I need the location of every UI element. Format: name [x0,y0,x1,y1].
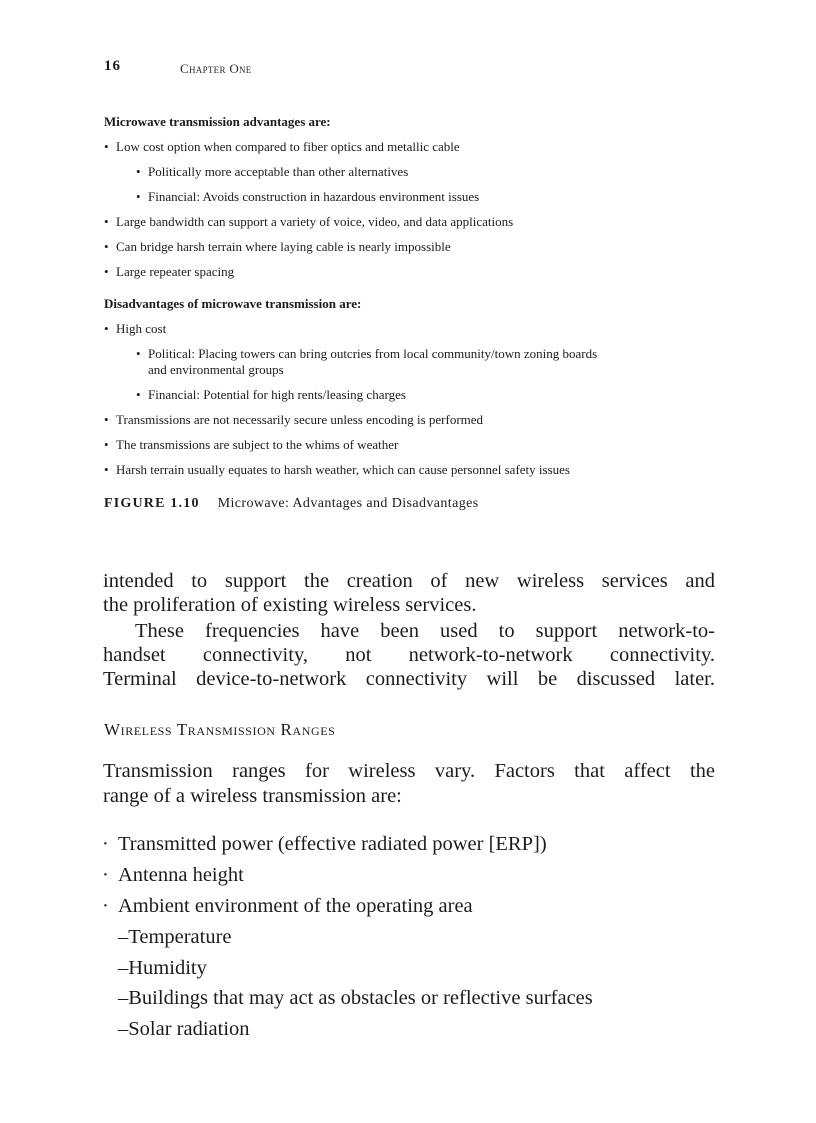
list-item: · Ambient environment of the operating area [102,895,473,917]
list-item: • Low cost option when compared to fiber optics and metallic cable [104,139,460,154]
list-item: –Buildings that may act as obstacles or reflective surfaces [118,987,593,1009]
paragraph-line: the proliferation of existing wireless services. [103,594,477,616]
list-item: • Transmissions are not necessarily secure unless encoding is performed [104,412,484,427]
paragraph-line: range of a wireless transmission are: [103,785,402,807]
list-item: –Humidity [118,957,207,979]
disadvantages-heading: Disadvantages of microwave transmission are: [104,296,362,311]
figure-caption [104,496,479,512]
list-item: • The transmissions are subject to the whims of weather [104,437,399,452]
paragraph-line: Transmission ranges for wireless vary. Factors that affect the [103,760,715,782]
list-item: • Large bandwidth can support a variety of voice, video, and data applications [104,214,514,229]
list-item: • Financial: Potential for high rents/leasing charges [136,387,406,402]
list-item: • Financial: Avoids construction in hazardous environment issues [136,189,480,204]
list-item: • Can bridge harsh terrain where laying cable is nearly impossible [104,239,451,254]
list-item: · Transmitted power (effective radiated power [ERP]) [102,833,547,855]
list-item-continuation: and environmental groups [148,362,284,377]
running-header [104,58,724,82]
list-item: –Temperature [118,926,232,948]
paragraph-line: intended to support the creation of new wireless services and [103,570,715,592]
figure-title: Microwave: Advantages and Disadvantages [217,496,479,511]
list-item: · Antenna height [102,864,244,886]
paragraph-line: handset connectivity, not network-to-network connectivity. [103,644,715,666]
advantages-heading: Microwave transmission advantages are: [104,114,331,129]
list-item: • Political: Placing towers can bring outcries from local community/town zoning boards [136,346,598,361]
paragraph-line: These frequencies have been used to support network-to- [135,620,715,642]
figure-label: FIGURE 1.10 [104,496,200,511]
list-item: • Harsh terrain usually equates to harsh weather, which can cause personnel safety issues [104,462,570,477]
list-item: • Politically more acceptable than other alternatives [136,164,409,179]
list-item: • Large repeater spacing [104,264,235,279]
page-number: 16 [104,58,121,74]
section-title: Wireless Transmission Ranges [104,720,336,739]
chapter-title: Chapter One [180,61,252,76]
list-item: –Solar radiation [118,1018,250,1040]
list-item: • High cost [104,321,167,336]
paragraph-line: Terminal device-to-network connectivity will be discussed later. [103,668,715,690]
